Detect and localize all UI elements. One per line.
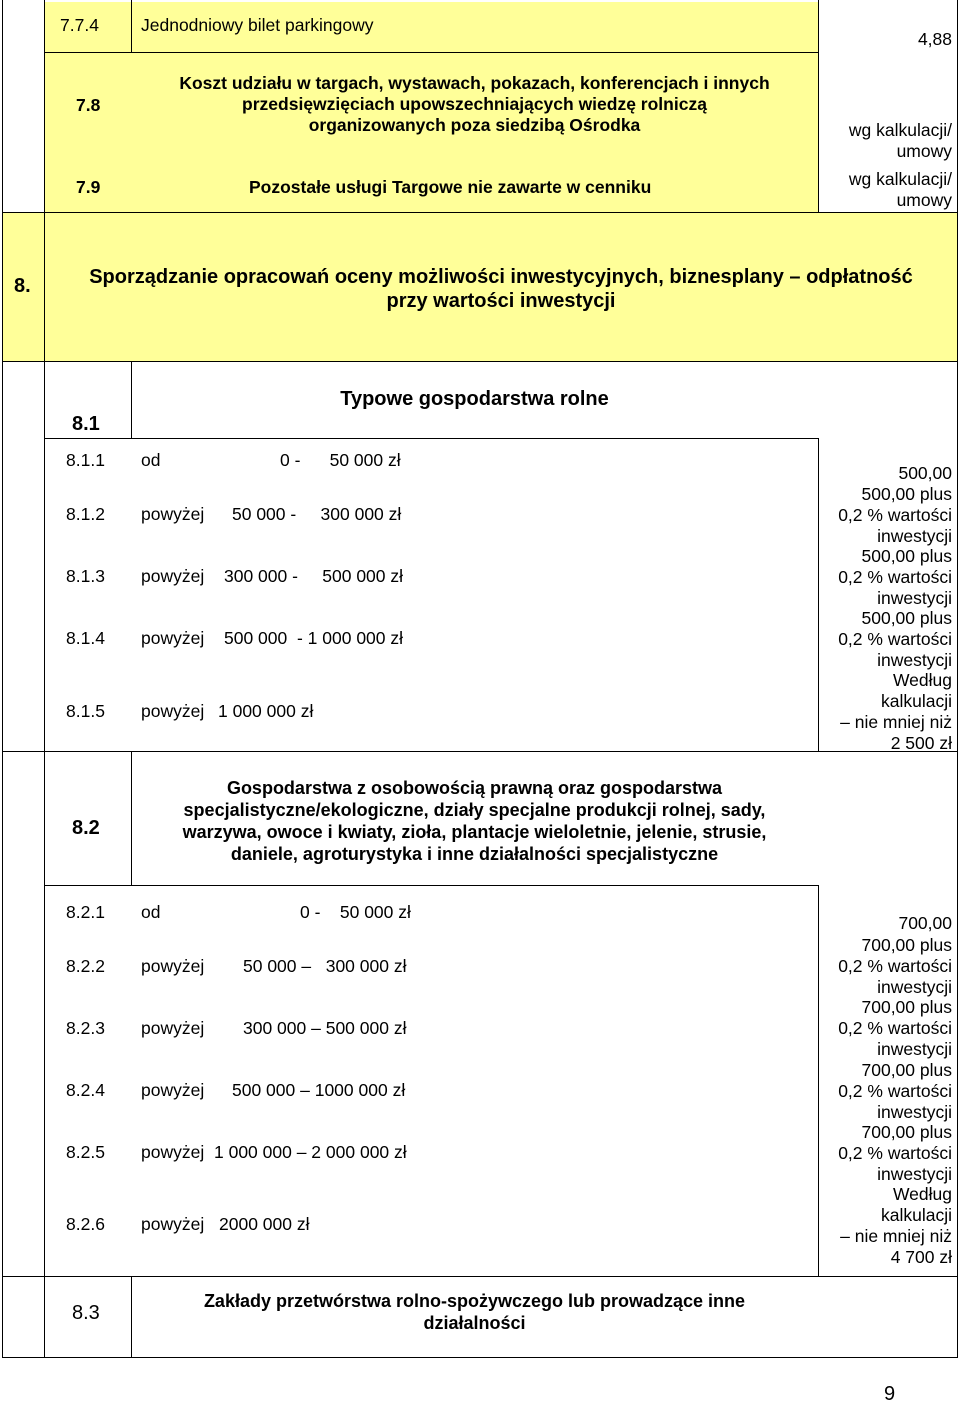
row-7-7-4-label: Jednodniowy bilet parkingowy (141, 15, 374, 35)
table-row-number: 8.1.2 (66, 504, 105, 524)
table-row-label: powyżej (141, 701, 205, 721)
table-row-range: 500 000 - 1 000 000 zł (224, 628, 404, 648)
table-row-price: 700,00 plus 0,2 % wartości inwestycji (838, 935, 952, 997)
table-row-price: 500,00 plus 0,2 % wartości inwestycji (838, 608, 952, 670)
table-row-number: 8.2.6 (66, 1214, 105, 1234)
row-7-7-4-number: 7.7.4 (60, 15, 99, 35)
table-row-range: 1 000 000 zł (218, 701, 314, 721)
table-row-number: 8.2.3 (66, 1018, 105, 1038)
table-row-label: powyżej (141, 628, 205, 648)
s8-3-number: 8.3 (72, 1302, 100, 1324)
row-7-8-price: wg kalkulacji/ umowy (848, 120, 952, 161)
table-row-range: 300 000 – 500 000 zł (243, 1018, 407, 1038)
table-row-number: 8.1.3 (66, 566, 105, 586)
row-7-8-number: 7.8 (76, 95, 101, 115)
table-row-label: od (141, 450, 161, 470)
table-row-price: 700,00 plus 0,2 % wartości inwestycji (838, 1060, 952, 1122)
table-row-price: 500,00 plus 0,2 % wartości inwestycji (838, 484, 952, 546)
table-row-number: 8.2.2 (66, 956, 105, 976)
table-row-range: 50 000 – 300 000 zł (243, 956, 407, 976)
row-7-9-price: wg kalkulacji/ umowy (848, 169, 952, 210)
table-row-price: 700,00 plus 0,2 % wartości inwestycji (838, 1122, 952, 1184)
table-row-label: powyżej (141, 956, 205, 976)
table-row-price: 500,00 (898, 463, 952, 483)
row-7-9-label: Pozostałe usługi Targowe nie zawarte w cenniku (249, 177, 652, 197)
table-row-number: 8.1.4 (66, 628, 105, 648)
row-7-8-label: Koszt udziału w targach, wystawach, pokazach, konferencjach i innych przedsięwzięciach upowszechniających wiedzę rolniczą organizowanych poza siedzibą Ośrodka (179, 73, 770, 135)
table-row-number: 8.2.1 (66, 902, 105, 922)
table-row-range: 0 - 50 000 zł (300, 902, 411, 922)
table-row-label: powyżej (141, 1214, 205, 1234)
table-row-label: powyżej (141, 566, 205, 586)
table-row-label: powyżej (141, 504, 205, 524)
table-row-label: od (141, 902, 161, 922)
table-row-label: powyżej (141, 1142, 205, 1162)
table-row-range: 50 000 - 300 000 zł (232, 504, 402, 524)
s8-1-number: 8.1 (72, 413, 100, 435)
s8-3-title: Zakłady przetwórstwa rolno-spożywczego lub prowadzące inne działalności (203, 1291, 746, 1333)
section8-title: Sporządzanie opracowań oceny możliwości inwestycyjnych, biznesplany – odpłatność przy wartości inwestycji (89, 266, 913, 312)
table-row-number: 8.1.1 (66, 450, 105, 470)
section8-number: 8. (14, 275, 31, 297)
table-row-range: 300 000 - 500 000 zł (224, 566, 404, 586)
table-row-range: 2000 000 zł (219, 1214, 310, 1234)
table-row-range: 1 000 000 – 2 000 000 zł (214, 1142, 407, 1162)
table-row-number: 8.2.4 (66, 1080, 105, 1100)
table-row-number: 8.1.5 (66, 701, 105, 721)
table-row-price: 700,00 (898, 913, 952, 933)
row-7-7-4-price: 4,88 (917, 29, 952, 49)
table-row-price: Według kalkulacji – nie mniej niż 2 500 zł (840, 670, 952, 753)
table-row-price: 700,00 plus 0,2 % wartości inwestycji (838, 997, 952, 1059)
table-row-price: 500,00 plus 0,2 % wartości inwestycji (838, 546, 952, 608)
table-row-range: 500 000 – 1000 000 zł (232, 1080, 406, 1100)
table-row-range: 0 - 50 000 zł (280, 450, 401, 470)
s8-2-number: 8.2 (72, 817, 100, 839)
table-row-label: powyżej (141, 1018, 205, 1038)
page-number: 9 (884, 1383, 896, 1405)
s8-2-title: Gospodarstwa z osobowością prawną oraz gospodarstwa specjalistyczne/ekologiczne, działy specjalne produkcji rolnej, sady, warzywa, owoce i kwiaty, zioła, plantacje wieloletnie, jelenie, strusie, daniele, agroturystyka i inne działalności specjalistyczne (182, 778, 767, 864)
table-row-label: powyżej (141, 1080, 205, 1100)
table-row-price: Według kalkulacji – nie mniej niż 4 700 zł (840, 1184, 952, 1267)
s8-1-title: Typowe gospodarstwa rolne (340, 388, 609, 410)
table-row-number: 8.2.5 (66, 1142, 105, 1162)
row-7-9-number: 7.9 (76, 177, 101, 197)
